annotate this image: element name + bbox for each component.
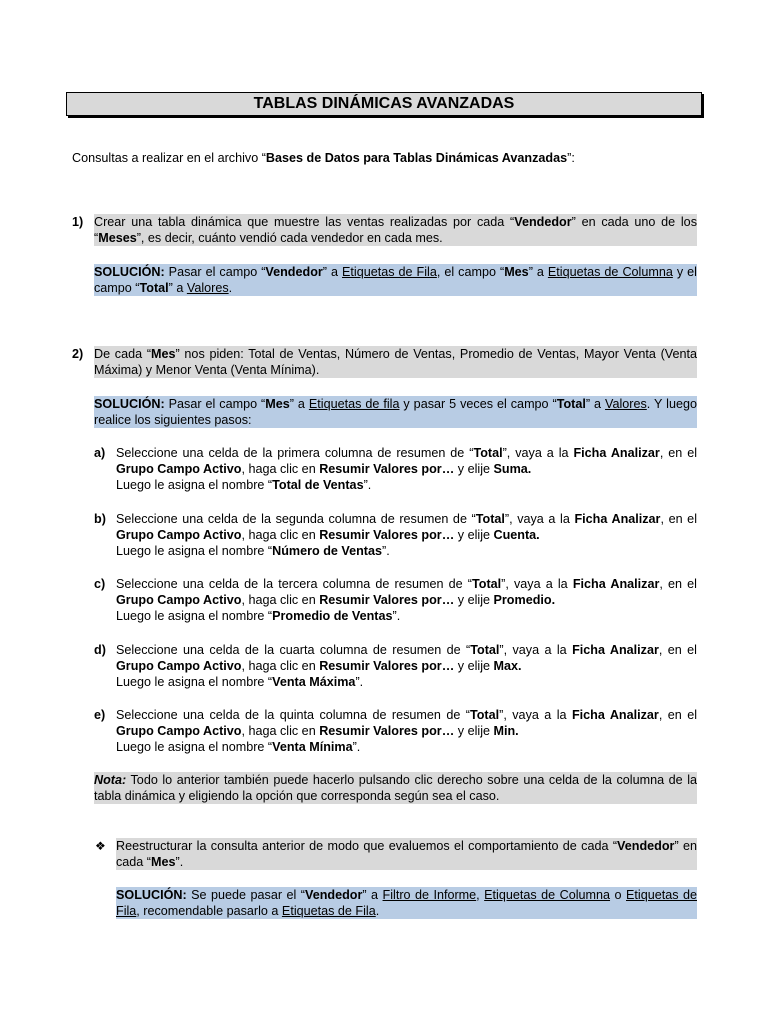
question-2-text: [94, 346, 697, 378]
step-bold: Resumir Valores por…: [319, 593, 455, 607]
s-bold: Vendedor: [304, 888, 363, 902]
step-fragment: primera: [277, 446, 320, 460]
step-fragment: columna de resumen de “: [317, 577, 472, 591]
s-bold: Vendedor: [265, 265, 323, 279]
s-text: .: [375, 904, 380, 918]
step-bold: Grupo Campo Activo: [116, 593, 242, 607]
note-text: Todo lo anterior también puede hacerlo pulsando clic derecho sobre una celda de la columna de la tabla dinámica y eligiendo la opción que corresponda según sea el caso.: [94, 773, 697, 803]
s-underline: Etiquetas de Fila: [342, 265, 437, 279]
step-text: [116, 511, 697, 559]
solution-label: SOLUCIÓN:: [116, 888, 187, 902]
step-fragment: ”.: [392, 609, 401, 623]
step-fragment: ”.: [363, 478, 372, 492]
step-bold: Total: [472, 577, 502, 591]
s-bold: Total: [556, 397, 586, 411]
s-text: y el campo “: [94, 265, 697, 295]
step-bold: Ficha Analizar: [572, 577, 660, 591]
s-text: ” a: [322, 265, 343, 279]
q3-text: ” en cada “: [116, 839, 697, 869]
s-text: o: [610, 888, 626, 902]
s-text: ” a: [528, 265, 548, 279]
question-3-text: [116, 838, 697, 870]
note-label: Nota:: [94, 773, 127, 787]
q1-bold: Meses: [98, 231, 137, 245]
step-bold: Resumir Valores por…: [319, 462, 455, 476]
step-bold: Ficha Analizar: [574, 512, 661, 526]
question-2-solution: [94, 396, 697, 428]
s-text: ,: [476, 888, 485, 902]
s-underline: Etiquetas de fila: [308, 397, 400, 411]
intro-text: Consultas a realizar en el archivo “: [72, 151, 266, 165]
diamond-bullet-icon: ❖: [95, 839, 106, 853]
solution-label: SOLUCIÓN:: [94, 397, 165, 411]
step-fragment: Seleccione una celda de la: [116, 446, 278, 460]
step-fragment: columna de resumen de “: [314, 643, 471, 657]
step-bold: Total: [473, 446, 503, 460]
step-bold: Promedio de Ventas: [272, 609, 393, 623]
step-fragment: columna de resumen de “: [314, 708, 470, 722]
step-bold: Resumir Valores por…: [319, 659, 455, 673]
step-text: [116, 445, 697, 493]
s-text: Se puede pasar el “: [186, 888, 305, 902]
q1-text: Crear una tabla dinámica que muestre las ventas realizadas por cada “: [94, 215, 515, 229]
step-letter: c): [94, 577, 106, 591]
step-fragment: ”, vaya a la: [502, 446, 574, 460]
step-bold: Total: [469, 708, 500, 722]
q2-text: De cada “: [94, 347, 152, 361]
question-1-solution: [94, 264, 697, 296]
intro-paragraph: [72, 150, 702, 166]
s-underline: Etiquetas de Columna: [547, 265, 673, 279]
step-fragment: , haga clic en: [241, 462, 320, 476]
step-fragment: y elije: [454, 593, 494, 607]
step-bold: Resumir Valores por…: [319, 528, 455, 542]
step-fragment: Seleccione una celda de la: [116, 512, 276, 526]
s-underline: Valores: [605, 397, 647, 411]
s-text: .: [228, 281, 233, 295]
step-letter: a): [94, 446, 106, 460]
s-text: . Y luego realice los siguientes pasos:: [94, 397, 697, 427]
s-underline: Etiquetas de Columna: [484, 888, 611, 902]
step-fragment: columna de resumen de “: [323, 512, 476, 526]
s-text: Pasar el campo “: [164, 397, 266, 411]
step-bold: Ficha Analizar: [573, 446, 660, 460]
step-fragment: ”, vaya a la: [504, 512, 575, 526]
step-text: [116, 576, 697, 624]
step-fragment: cuarta: [279, 643, 315, 657]
step-fragment: ”.: [352, 740, 361, 754]
q1-text: ” en cada uno de los “: [94, 215, 697, 245]
step-fragment: Luego le asigna el nombre “: [116, 544, 273, 558]
q2-bold: Mes: [151, 347, 176, 361]
document-title: TABLAS DINÁMICAS AVANZADAS: [66, 92, 702, 116]
step-bold: Total: [475, 512, 505, 526]
step-fragment: y elije: [454, 724, 494, 738]
step-fragment: y elije: [454, 528, 494, 542]
question-1-text: [94, 214, 697, 246]
step-fragment: , haga clic en: [241, 528, 320, 542]
q1-bold: Vendedor: [514, 215, 572, 229]
step-bold: Min.: [493, 724, 519, 738]
step-bold: Grupo Campo Activo: [116, 724, 242, 738]
step-fragment: tercera: [278, 577, 318, 591]
s-bold: Mes: [504, 265, 529, 279]
s-underline: Etiquetas de Fila: [116, 888, 697, 918]
step-fragment: Luego le asigna el nombre “: [116, 740, 273, 754]
step-bold: Grupo Campo Activo: [116, 659, 242, 673]
q3-text: Reestructurar la consulta anterior de modo que evaluemos el comportamiento de cada “: [116, 839, 618, 853]
question-2-number: 2): [72, 347, 84, 361]
step-fragment: Luego le asigna el nombre “: [116, 609, 273, 623]
s-underline: Valores: [186, 281, 229, 295]
q1-text: ”, es decir, cuánto vendió cada vendedor en cada mes.: [136, 231, 443, 245]
step-fragment: quinta: [279, 708, 315, 722]
step-fragment: columna de resumen de “: [319, 446, 474, 460]
step-bold: Suma.: [493, 462, 532, 476]
step-fragment: Seleccione una celda de la: [116, 708, 280, 722]
solution-label: SOLUCIÓN:: [94, 265, 165, 279]
q2-text: ” nos piden: Total de Ventas, Número de Ventas, Promedio de Ventas, Mayor Venta (Venta Máxima) y Menor Venta (Venta Mínima).: [94, 347, 697, 377]
step-fragment: Seleccione una celda de la: [116, 643, 280, 657]
step-fragment: segunda: [275, 512, 324, 526]
q3-text: ”.: [175, 855, 184, 869]
step-bold: Venta Mínima: [272, 740, 353, 754]
step-letter: d): [94, 643, 106, 657]
s-underline: Etiquetas de Fila: [281, 904, 376, 918]
s-text: , recomendable pasarlo a: [136, 904, 282, 918]
step-fragment: Luego le asigna el nombre “: [116, 675, 273, 689]
step-text: [116, 642, 697, 690]
step-fragment: Luego le asigna el nombre “: [116, 478, 273, 492]
question-3-solution: [116, 887, 697, 919]
step-letter: e): [94, 708, 106, 722]
step-fragment: ”.: [355, 675, 364, 689]
step-fragment: y elije: [454, 462, 494, 476]
s-bold: Mes: [265, 397, 290, 411]
question-1-number: 1): [72, 215, 84, 229]
step-fragment: ”.: [382, 544, 390, 558]
s-text: ” a: [585, 397, 606, 411]
s-text: y pasar 5 veces el campo “: [399, 397, 557, 411]
step-fragment: , en el: [659, 446, 697, 460]
s-text: Pasar el campo “: [164, 265, 266, 279]
step-fragment: y elije: [454, 659, 494, 673]
step-bold: Ficha Analizar: [571, 708, 659, 722]
step-bold: Cuenta.: [493, 528, 540, 542]
step-fragment: , haga clic en: [241, 724, 320, 738]
step-bold: Ficha Analizar: [572, 643, 659, 657]
s-underline: Filtro de Informe: [382, 888, 477, 902]
step-bold: Total: [470, 643, 500, 657]
step-fragment: , en el: [659, 577, 697, 591]
intro-file-name: Bases de Datos para Tablas Dinámicas Avanzadas: [265, 151, 568, 165]
note-paragraph: [94, 772, 697, 804]
step-text: [116, 707, 697, 755]
step-letter: b): [94, 512, 106, 526]
step-bold: Grupo Campo Activo: [116, 462, 242, 476]
s-text: ” a: [168, 281, 187, 295]
intro-text-end: ”:: [567, 151, 575, 165]
step-fragment: ”, vaya a la: [499, 643, 573, 657]
s-text: , el campo “: [436, 265, 505, 279]
s-text: ” a: [362, 888, 383, 902]
step-fragment: , en el: [658, 708, 697, 722]
s-bold: Total: [139, 281, 169, 295]
step-fragment: , en el: [658, 643, 697, 657]
step-bold: Promedio.: [493, 593, 556, 607]
s-text: ” a: [289, 397, 309, 411]
step-fragment: Seleccione una celda de la: [116, 577, 279, 591]
step-bold: Número de Ventas: [272, 544, 383, 558]
step-bold: Total de Ventas: [272, 478, 364, 492]
step-bold: Grupo Campo Activo: [116, 528, 242, 542]
step-fragment: ”, vaya a la: [501, 577, 573, 591]
step-bold: Max.: [493, 659, 522, 673]
step-bold: Venta Máxima: [272, 675, 356, 689]
step-fragment: , en el: [660, 512, 697, 526]
step-fragment: ”, vaya a la: [499, 708, 572, 722]
q3-bold: Mes: [151, 855, 176, 869]
step-fragment: , haga clic en: [241, 593, 320, 607]
step-bold: Resumir Valores por…: [319, 724, 455, 738]
q3-bold: Vendedor: [617, 839, 675, 853]
step-fragment: , haga clic en: [241, 659, 320, 673]
